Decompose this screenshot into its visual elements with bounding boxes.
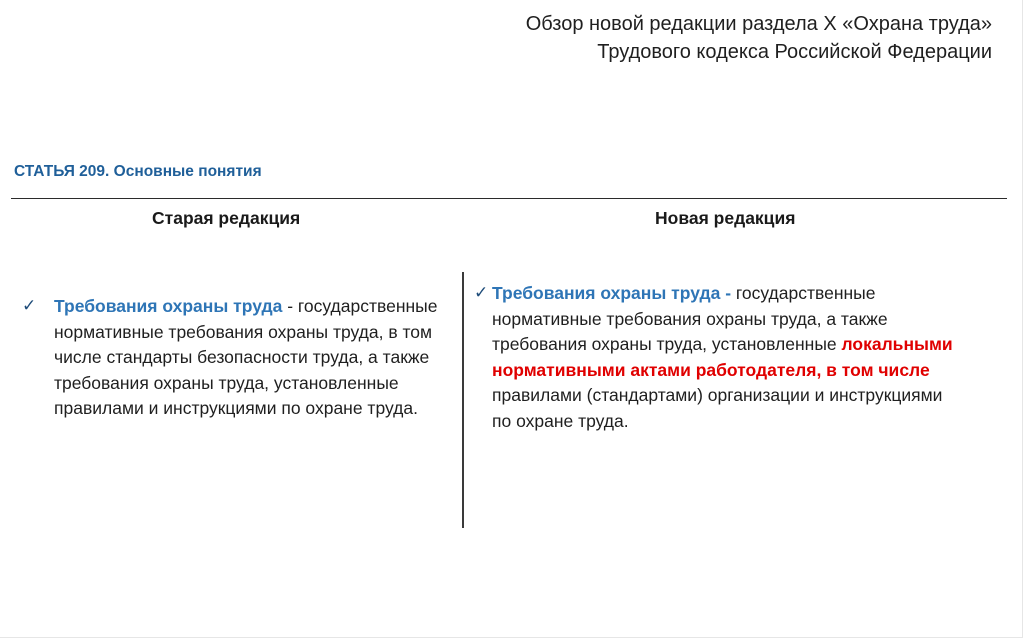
article-title: СТАТЬЯ 209. Основные понятия	[14, 163, 262, 180]
old-edition-heading: Старая редакция	[152, 208, 301, 228]
new-definition-text-1: государственные нормативные требования охраны труда, а также требования охраны труда, установленные	[492, 283, 888, 354]
new-definition-text-2: правилами (стандартами) организации и инструкциями по охране труда.	[492, 385, 943, 431]
old-term: Требования охраны труда	[54, 296, 283, 316]
new-definition	[492, 281, 962, 434]
new-term: Требования охраны труда -	[492, 283, 732, 303]
header-line-2: Трудового кодекса Российской Федерации	[597, 41, 992, 63]
header-line-1: Обзор новой редакции раздела X «Охрана труда»	[525, 13, 992, 35]
old-definition-text: - государственные нормативные требования охраны труда, в том числе стандарты безопасности труда, а также требования охраны труда, установленные правилами и инструкциями по охране труда.	[54, 296, 438, 418]
old-definition	[54, 294, 454, 422]
header-rule	[11, 198, 1007, 199]
slide-header	[526, 10, 992, 66]
new-definition-highlight: локальными нормативными актами работодателя, в том числе	[492, 334, 953, 380]
new-edition-heading: Новая редакция	[655, 208, 796, 228]
checkmark-icon: ✓	[474, 283, 489, 302]
checkmark-icon: ✓	[22, 296, 37, 315]
column-divider	[462, 272, 464, 528]
